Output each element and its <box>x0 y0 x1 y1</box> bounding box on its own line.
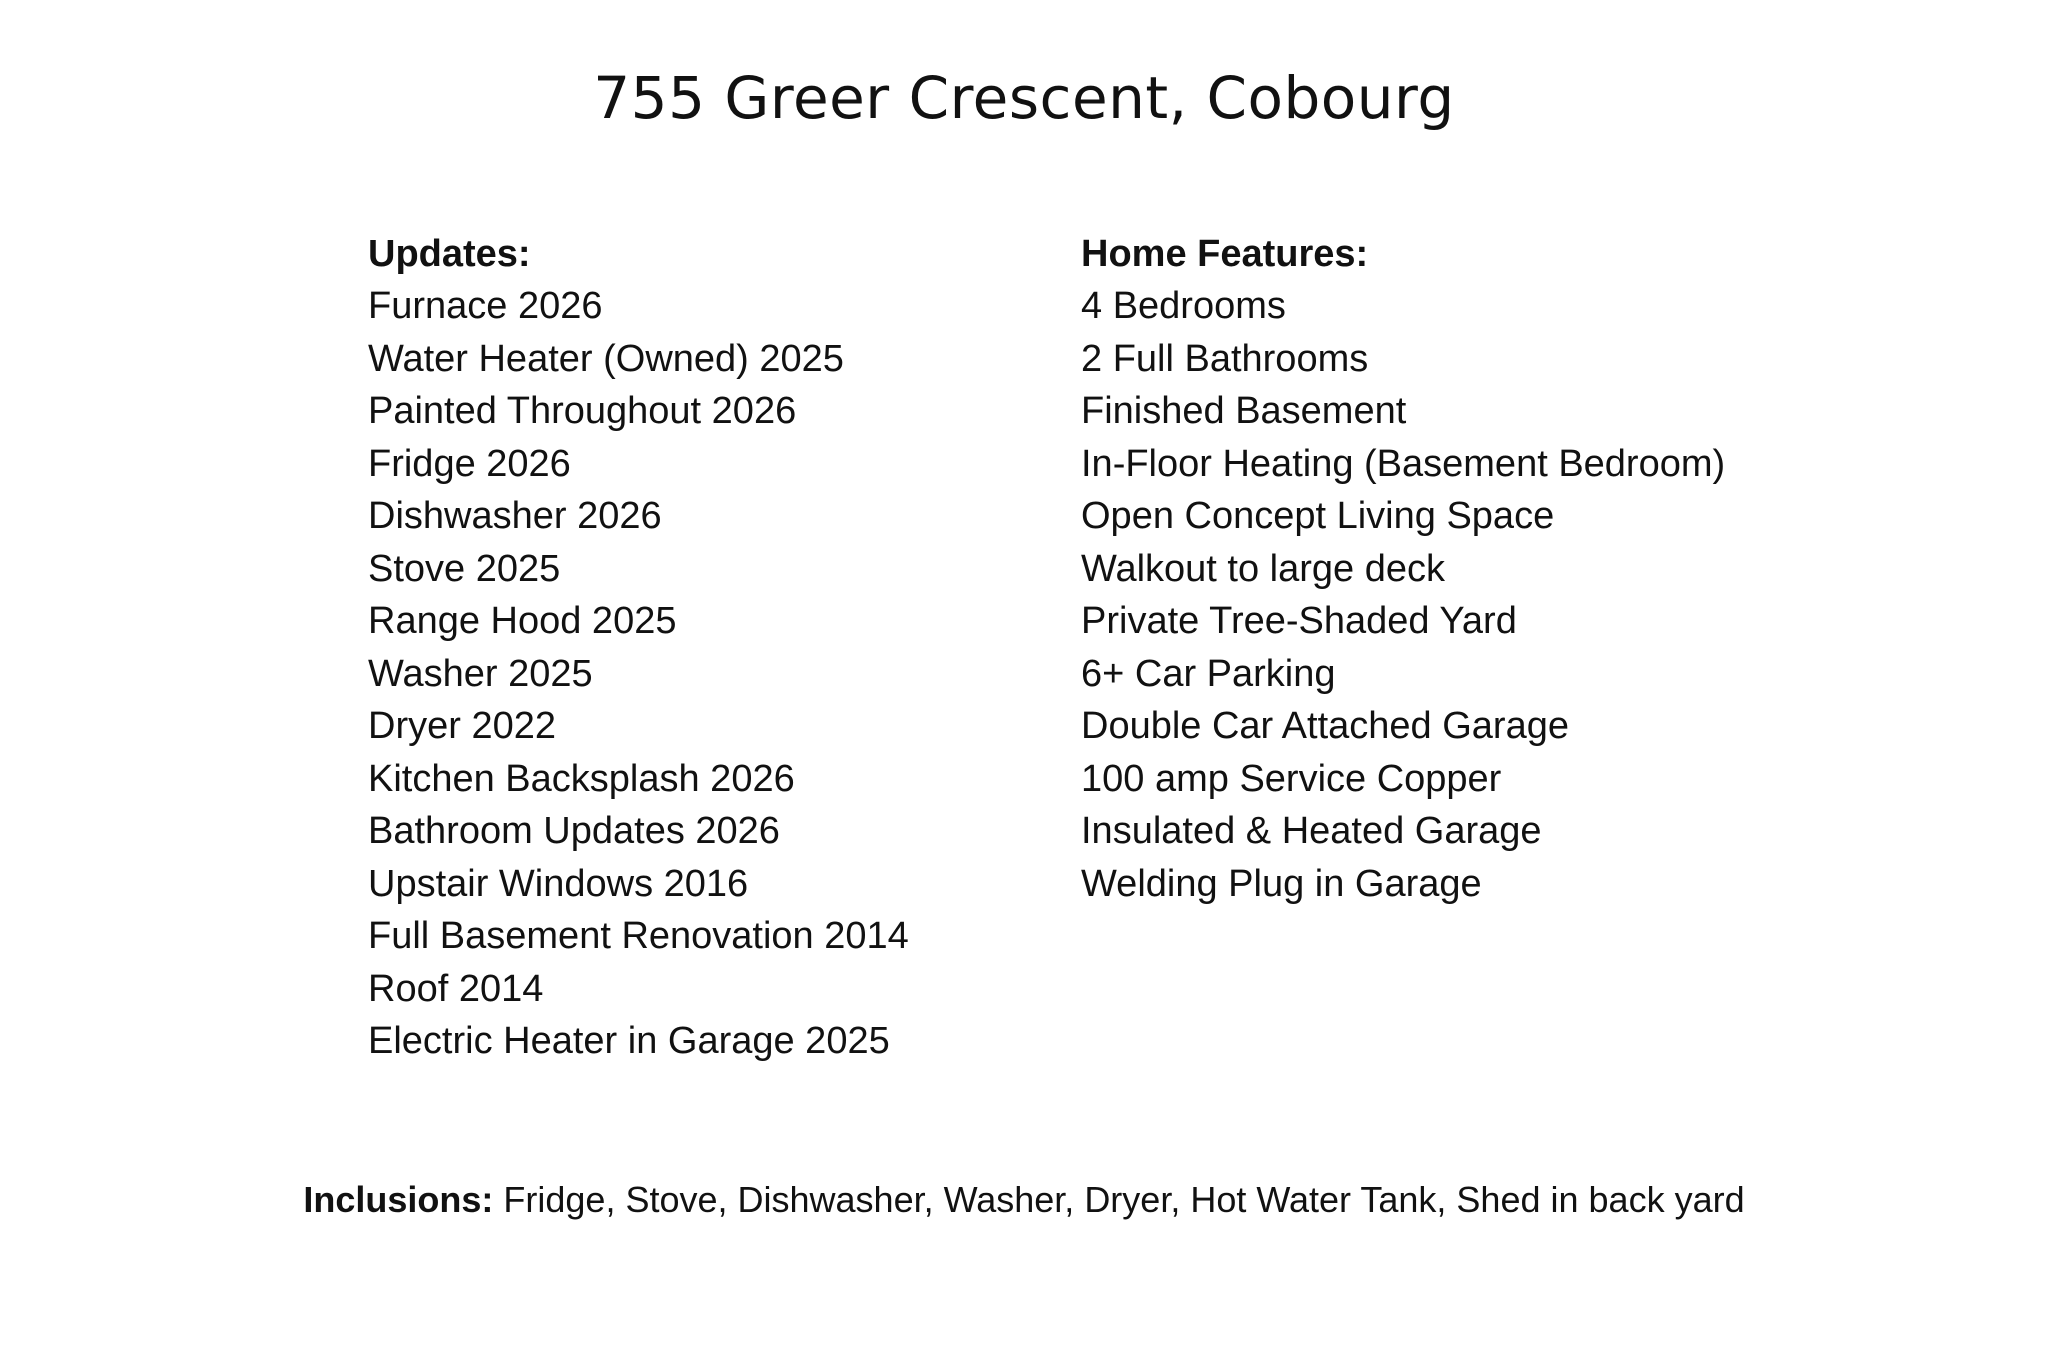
update-item: Dishwasher 2026 <box>368 495 662 537</box>
home-features-heading: Home Features: <box>1081 233 1369 275</box>
updates-section <box>368 228 1048 1068</box>
updates-list <box>368 280 1048 1068</box>
update-item: Range Hood 2025 <box>368 600 677 642</box>
feature-item: Welding Plug in Garage <box>1081 862 1482 905</box>
feature-item: Finished Basement <box>1081 390 1407 432</box>
page-title: 755 Greer Crescent, Cobourg <box>593 64 1455 132</box>
home-features-section <box>1081 228 1881 910</box>
feature-item: Walkout to large deck <box>1081 547 1445 590</box>
feature-item: 100 amp Service Copper <box>1081 757 1502 800</box>
update-item: Full Basement Renovation 2014 <box>368 915 909 957</box>
update-item: Bathroom Updates 2026 <box>368 810 780 852</box>
feature-item: 4 Bedrooms <box>1081 285 1286 327</box>
update-item: Water Heater (Owned) 2025 <box>368 337 844 380</box>
update-item: Roof 2014 <box>368 967 544 1010</box>
feature-item: In-Floor Heating (Basement Bedroom) <box>1081 442 1726 485</box>
feature-item: 6+ Car Parking <box>1081 652 1336 695</box>
update-item: Kitchen Backsplash 2026 <box>368 757 795 800</box>
update-item: Washer 2025 <box>368 652 593 695</box>
update-item: Stove 2025 <box>368 547 561 590</box>
update-item: Electric Heater in Garage 2025 <box>368 1020 890 1062</box>
feature-item: Open Concept Living Space <box>1081 495 1555 537</box>
update-item: Fridge 2026 <box>368 442 571 485</box>
home-features-list <box>1081 280 1881 910</box>
feature-item: 2 Full Bathrooms <box>1081 337 1369 380</box>
update-item: Upstair Windows 2016 <box>368 862 749 905</box>
feature-item: Private Tree-Shaded Yard <box>1081 600 1517 642</box>
updates-heading: Updates: <box>368 233 531 275</box>
update-item: Painted Throughout 2026 <box>368 390 797 432</box>
inclusions-text: Fridge, Stove, Dishwasher, Washer, Dryer, Hot Water Tank, Shed in back yard <box>493 1179 1745 1220</box>
feature-item: Insulated & Heated Garage <box>1081 810 1542 852</box>
inclusions-label: Inclusions: <box>303 1179 494 1220</box>
update-item: Furnace 2026 <box>368 285 603 327</box>
feature-item: Double Car Attached Garage <box>1081 705 1569 747</box>
update-item: Dryer 2022 <box>368 705 556 747</box>
inclusions-line <box>0 1174 2048 1226</box>
